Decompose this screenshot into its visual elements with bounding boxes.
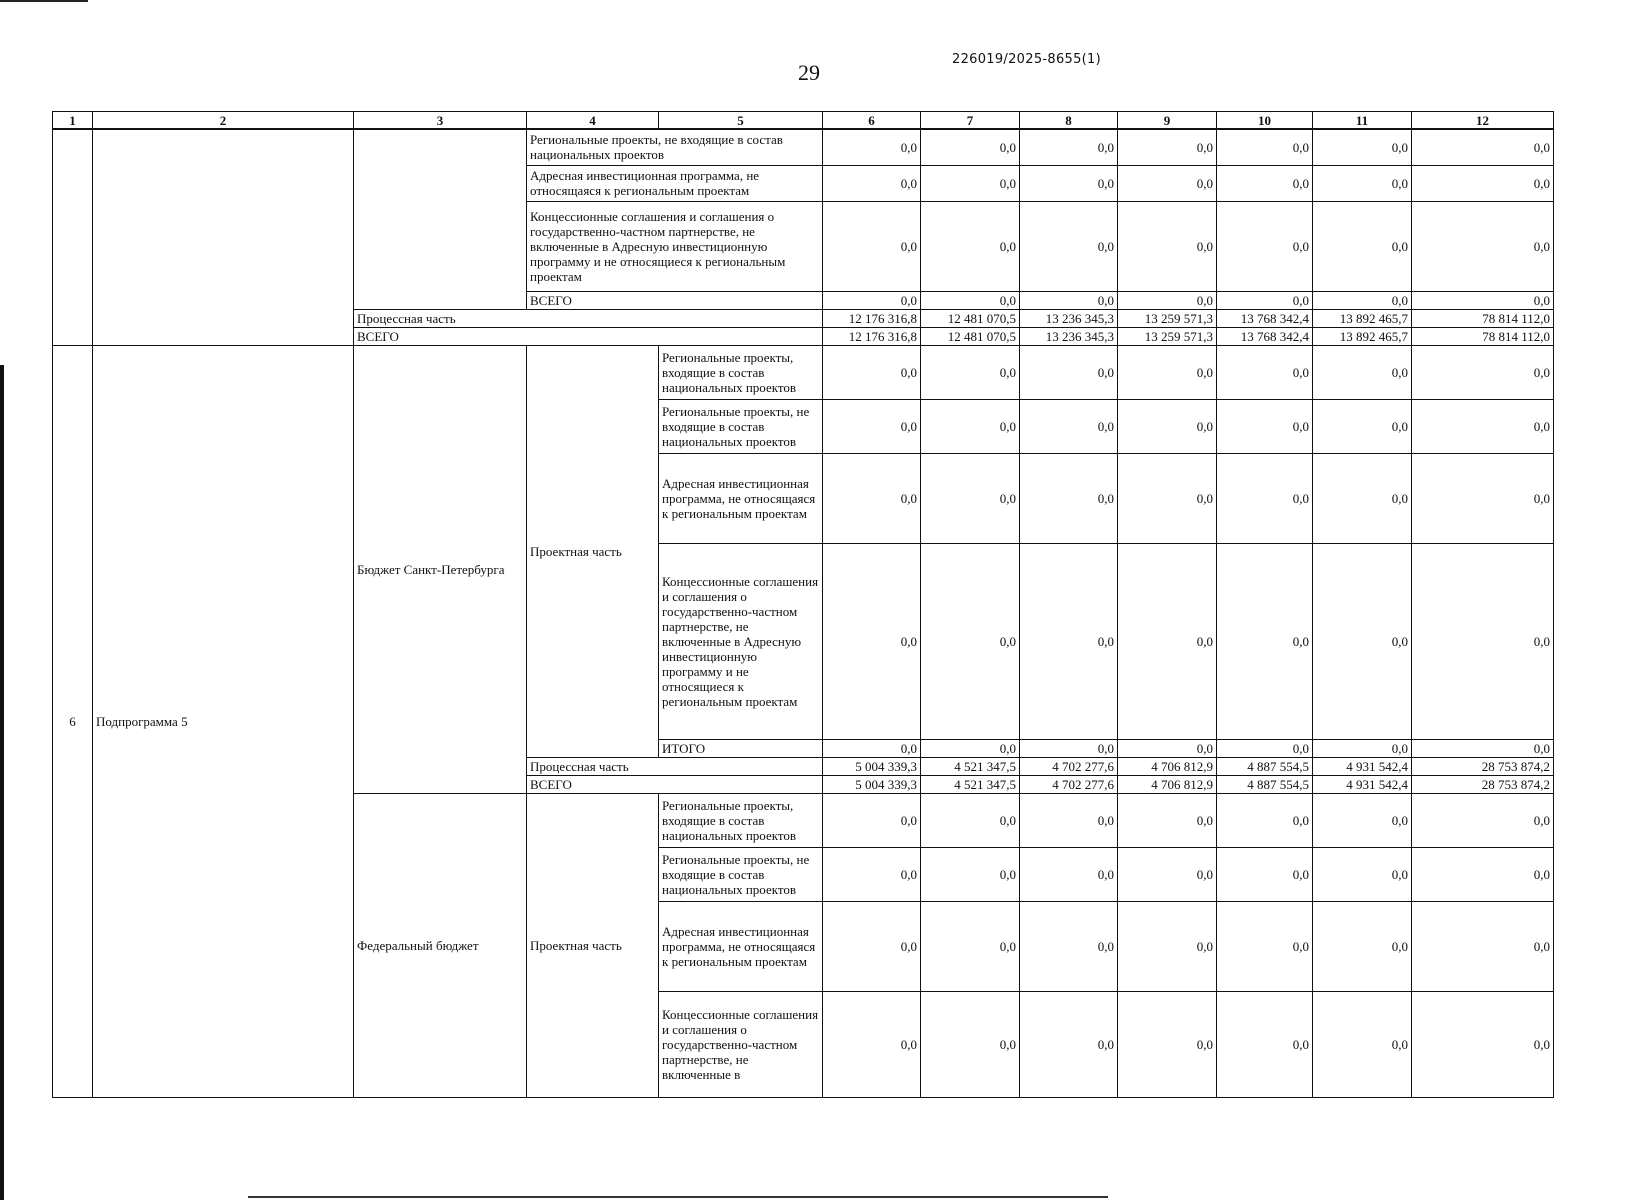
value-cell: 0,0: [1020, 543, 1118, 739]
value-cell: 0,0: [1412, 201, 1554, 291]
value-cell: 4 702 277,6: [1020, 775, 1118, 793]
budget-table: [52, 111, 1554, 1098]
value-cell: 0,0: [1313, 399, 1412, 453]
value-cell: 4 706 812,9: [1118, 757, 1217, 775]
item-label: Концессионные соглашения и соглашения о государственно-частном партнерстве, не включенные в Адресную инвестиционную программу и не относящиеся к региональным проектам: [527, 201, 823, 291]
value-cell: 0,0: [1313, 201, 1412, 291]
item-label: Региональные проекты, не входящие в состав национальных проектов: [659, 847, 823, 901]
value-cell: 0,0: [1118, 739, 1217, 757]
value-cell: 4 931 542,4: [1313, 757, 1412, 775]
value-cell: 0,0: [1217, 543, 1313, 739]
value-cell: 28 753 874,2: [1412, 757, 1554, 775]
value-cell: 0,0: [1412, 793, 1554, 847]
value-cell: 0,0: [921, 453, 1020, 543]
value-cell: 0,0: [1020, 847, 1118, 901]
value-cell: 0,0: [1020, 129, 1118, 165]
value-cell: 0,0: [921, 201, 1020, 291]
value-cell: 0,0: [1217, 901, 1313, 991]
value-cell: 0,0: [1020, 345, 1118, 399]
col-header-6: 6: [823, 112, 921, 130]
item-label: Региональные проекты, не входящие в состав национальных проектов: [659, 399, 823, 453]
value-cell: 78 814 112,0: [1412, 327, 1554, 345]
value-cell: 0,0: [823, 129, 921, 165]
row-number: 6: [53, 345, 93, 1097]
row-number-cell: [53, 129, 93, 345]
project-part-label: Проектная часть: [527, 793, 659, 1097]
process-part-label: Процессная часть: [354, 309, 823, 327]
process-part-label: Процессная часть: [527, 757, 823, 775]
item-label: Региональные проекты, входящие в состав национальных проектов: [659, 345, 823, 399]
value-cell: 0,0: [1217, 793, 1313, 847]
value-cell: 0,0: [1313, 165, 1412, 201]
value-cell: 13 259 571,3: [1118, 327, 1217, 345]
value-cell: 0,0: [1217, 165, 1313, 201]
value-cell: 0,0: [823, 453, 921, 543]
source-cell: [354, 129, 527, 309]
value-cell: 13 768 342,4: [1217, 327, 1313, 345]
value-cell: 0,0: [1118, 165, 1217, 201]
value-cell: 0,0: [1118, 901, 1217, 991]
value-cell: 12 481 070,5: [921, 327, 1020, 345]
bottom-rule: [248, 1196, 1108, 1198]
item-label: Региональные проекты, входящие в состав национальных проектов: [659, 793, 823, 847]
table-row: [53, 345, 1554, 399]
total-label: ВСЕГО: [354, 327, 823, 345]
item-label: Концессионные соглашения и соглашения о государственно-частном партнерстве, не включенные в: [659, 991, 823, 1097]
value-cell: 0,0: [1217, 129, 1313, 165]
value-cell: 13 892 465,7: [1313, 309, 1412, 327]
value-cell: 0,0: [1020, 291, 1118, 309]
table-row: [53, 129, 1554, 165]
value-cell: 0,0: [1020, 399, 1118, 453]
value-cell: 0,0: [823, 991, 921, 1097]
scan-left-edge: [0, 365, 4, 1200]
value-cell: 0,0: [1118, 991, 1217, 1097]
value-cell: 0,0: [823, 291, 921, 309]
value-cell: 0,0: [921, 543, 1020, 739]
value-cell: 0,0: [823, 345, 921, 399]
value-cell: 0,0: [1020, 165, 1118, 201]
value-cell: 0,0: [921, 291, 1020, 309]
value-cell: 12 481 070,5: [921, 309, 1020, 327]
value-cell: 0,0: [921, 847, 1020, 901]
value-cell: 0,0: [1118, 399, 1217, 453]
value-cell: 0,0: [1313, 847, 1412, 901]
value-cell: 0,0: [823, 543, 921, 739]
value-cell: 5 004 339,3: [823, 775, 921, 793]
value-cell: 28 753 874,2: [1412, 775, 1554, 793]
col-header-5: 5: [659, 112, 823, 130]
value-cell: 0,0: [1118, 453, 1217, 543]
value-cell: 0,0: [1412, 345, 1554, 399]
value-cell: 0,0: [1217, 291, 1313, 309]
value-cell: 0,0: [921, 345, 1020, 399]
value-cell: 0,0: [1412, 129, 1554, 165]
value-cell: 0,0: [921, 901, 1020, 991]
value-cell: 0,0: [1313, 453, 1412, 543]
item-label: Концессионные соглашения и соглашения о государственно-частном партнерстве, не включенные в Адресную инвестиционную программу и не относящиеся к региональным проектам: [659, 543, 823, 739]
value-cell: 13 892 465,7: [1313, 327, 1412, 345]
value-cell: 4 706 812,9: [1118, 775, 1217, 793]
value-cell: 0,0: [1020, 453, 1118, 543]
value-cell: 0,0: [1412, 291, 1554, 309]
subprogram-name: Подпрограмма 5: [93, 345, 354, 1097]
column-numbers-row: [53, 112, 1554, 130]
value-cell: 0,0: [1217, 847, 1313, 901]
item-label: Региональные проекты, не входящие в состав национальных проектов: [527, 129, 823, 165]
value-cell: 0,0: [1118, 793, 1217, 847]
value-cell: 0,0: [823, 201, 921, 291]
value-cell: 0,0: [1412, 399, 1554, 453]
value-cell: 0,0: [1313, 739, 1412, 757]
page-number: 29: [798, 60, 820, 85]
item-label: Адресная инвестиционная программа, не относящаяся к региональным проектам: [659, 901, 823, 991]
value-cell: 12 176 316,8: [823, 309, 921, 327]
value-cell: 0,0: [1118, 847, 1217, 901]
col-header-4: 4: [527, 112, 659, 130]
value-cell: 0,0: [823, 901, 921, 991]
value-cell: 0,0: [823, 793, 921, 847]
value-cell: 0,0: [921, 399, 1020, 453]
value-cell: 13 236 345,3: [1020, 309, 1118, 327]
value-cell: 4 887 554,5: [1217, 757, 1313, 775]
value-cell: 0,0: [1217, 399, 1313, 453]
value-cell: 0,0: [1020, 793, 1118, 847]
col-header-7: 7: [921, 112, 1020, 130]
value-cell: 0,0: [1217, 201, 1313, 291]
value-cell: 0,0: [823, 739, 921, 757]
document-id: 226019/2025-8655(1): [952, 52, 1101, 67]
value-cell: 0,0: [1313, 793, 1412, 847]
item-label: Адресная инвестиционная программа, не относящаяся к региональным проектам: [659, 453, 823, 543]
value-cell: 0,0: [1020, 901, 1118, 991]
value-cell: 0,0: [1313, 345, 1412, 399]
value-cell: 4 702 277,6: [1020, 757, 1118, 775]
project-part-label: Проектная часть: [527, 345, 659, 757]
value-cell: 0,0: [1118, 129, 1217, 165]
value-cell: 0,0: [1412, 991, 1554, 1097]
value-cell: 0,0: [1412, 739, 1554, 757]
value-cell: 0,0: [1020, 201, 1118, 291]
col-header-2: 2: [93, 112, 354, 130]
value-cell: 4 887 554,5: [1217, 775, 1313, 793]
value-cell: 0,0: [1118, 291, 1217, 309]
value-cell: 0,0: [1020, 991, 1118, 1097]
subtotal-label: ВСЕГО: [527, 291, 823, 309]
value-cell: 0,0: [921, 129, 1020, 165]
total-label: ВСЕГО: [527, 775, 823, 793]
value-cell: 5 004 339,3: [823, 757, 921, 775]
subtotal-label: ИТОГО: [659, 739, 823, 757]
value-cell: 0,0: [1217, 453, 1313, 543]
col-header-12: 12: [1412, 112, 1554, 130]
value-cell: 0,0: [1412, 453, 1554, 543]
value-cell: 4 931 542,4: [1313, 775, 1412, 793]
col-header-8: 8: [1020, 112, 1118, 130]
value-cell: 0,0: [823, 165, 921, 201]
value-cell: 0,0: [1313, 991, 1412, 1097]
value-cell: 0,0: [1313, 543, 1412, 739]
value-cell: 0,0: [921, 165, 1020, 201]
funding-source-federal: Федеральный бюджет: [354, 793, 527, 1097]
value-cell: 0,0: [1020, 739, 1118, 757]
value-cell: 0,0: [921, 793, 1020, 847]
col-header-11: 11: [1313, 112, 1412, 130]
value-cell: 0,0: [1217, 739, 1313, 757]
value-cell: 12 176 316,8: [823, 327, 921, 345]
value-cell: 0,0: [1118, 345, 1217, 399]
item-label: Адресная инвестиционная программа, не относящаяся к региональным проектам: [527, 165, 823, 201]
value-cell: 13 259 571,3: [1118, 309, 1217, 327]
value-cell: 0,0: [1313, 291, 1412, 309]
value-cell: 0,0: [1118, 201, 1217, 291]
col-header-9: 9: [1118, 112, 1217, 130]
value-cell: 0,0: [1217, 991, 1313, 1097]
value-cell: 0,0: [921, 739, 1020, 757]
value-cell: 0,0: [1118, 543, 1217, 739]
value-cell: 0,0: [921, 991, 1020, 1097]
value-cell: 0,0: [1313, 901, 1412, 991]
funding-source-spb: Бюджет Санкт-Петербурга: [354, 345, 527, 793]
value-cell: 0,0: [823, 847, 921, 901]
value-cell: 0,0: [1412, 901, 1554, 991]
value-cell: 0,0: [1313, 129, 1412, 165]
value-cell: 0,0: [823, 399, 921, 453]
col-header-10: 10: [1217, 112, 1313, 130]
value-cell: 0,0: [1412, 847, 1554, 901]
value-cell: 13 236 345,3: [1020, 327, 1118, 345]
value-cell: 0,0: [1412, 165, 1554, 201]
program-name-cell: [93, 129, 354, 345]
col-header-3: 3: [354, 112, 527, 130]
col-header-1: 1: [53, 112, 93, 130]
value-cell: 0,0: [1217, 345, 1313, 399]
value-cell: 78 814 112,0: [1412, 309, 1554, 327]
value-cell: 4 521 347,5: [921, 775, 1020, 793]
value-cell: 13 768 342,4: [1217, 309, 1313, 327]
value-cell: 4 521 347,5: [921, 757, 1020, 775]
top-left-rule: [0, 0, 88, 2]
value-cell: 0,0: [1412, 543, 1554, 739]
